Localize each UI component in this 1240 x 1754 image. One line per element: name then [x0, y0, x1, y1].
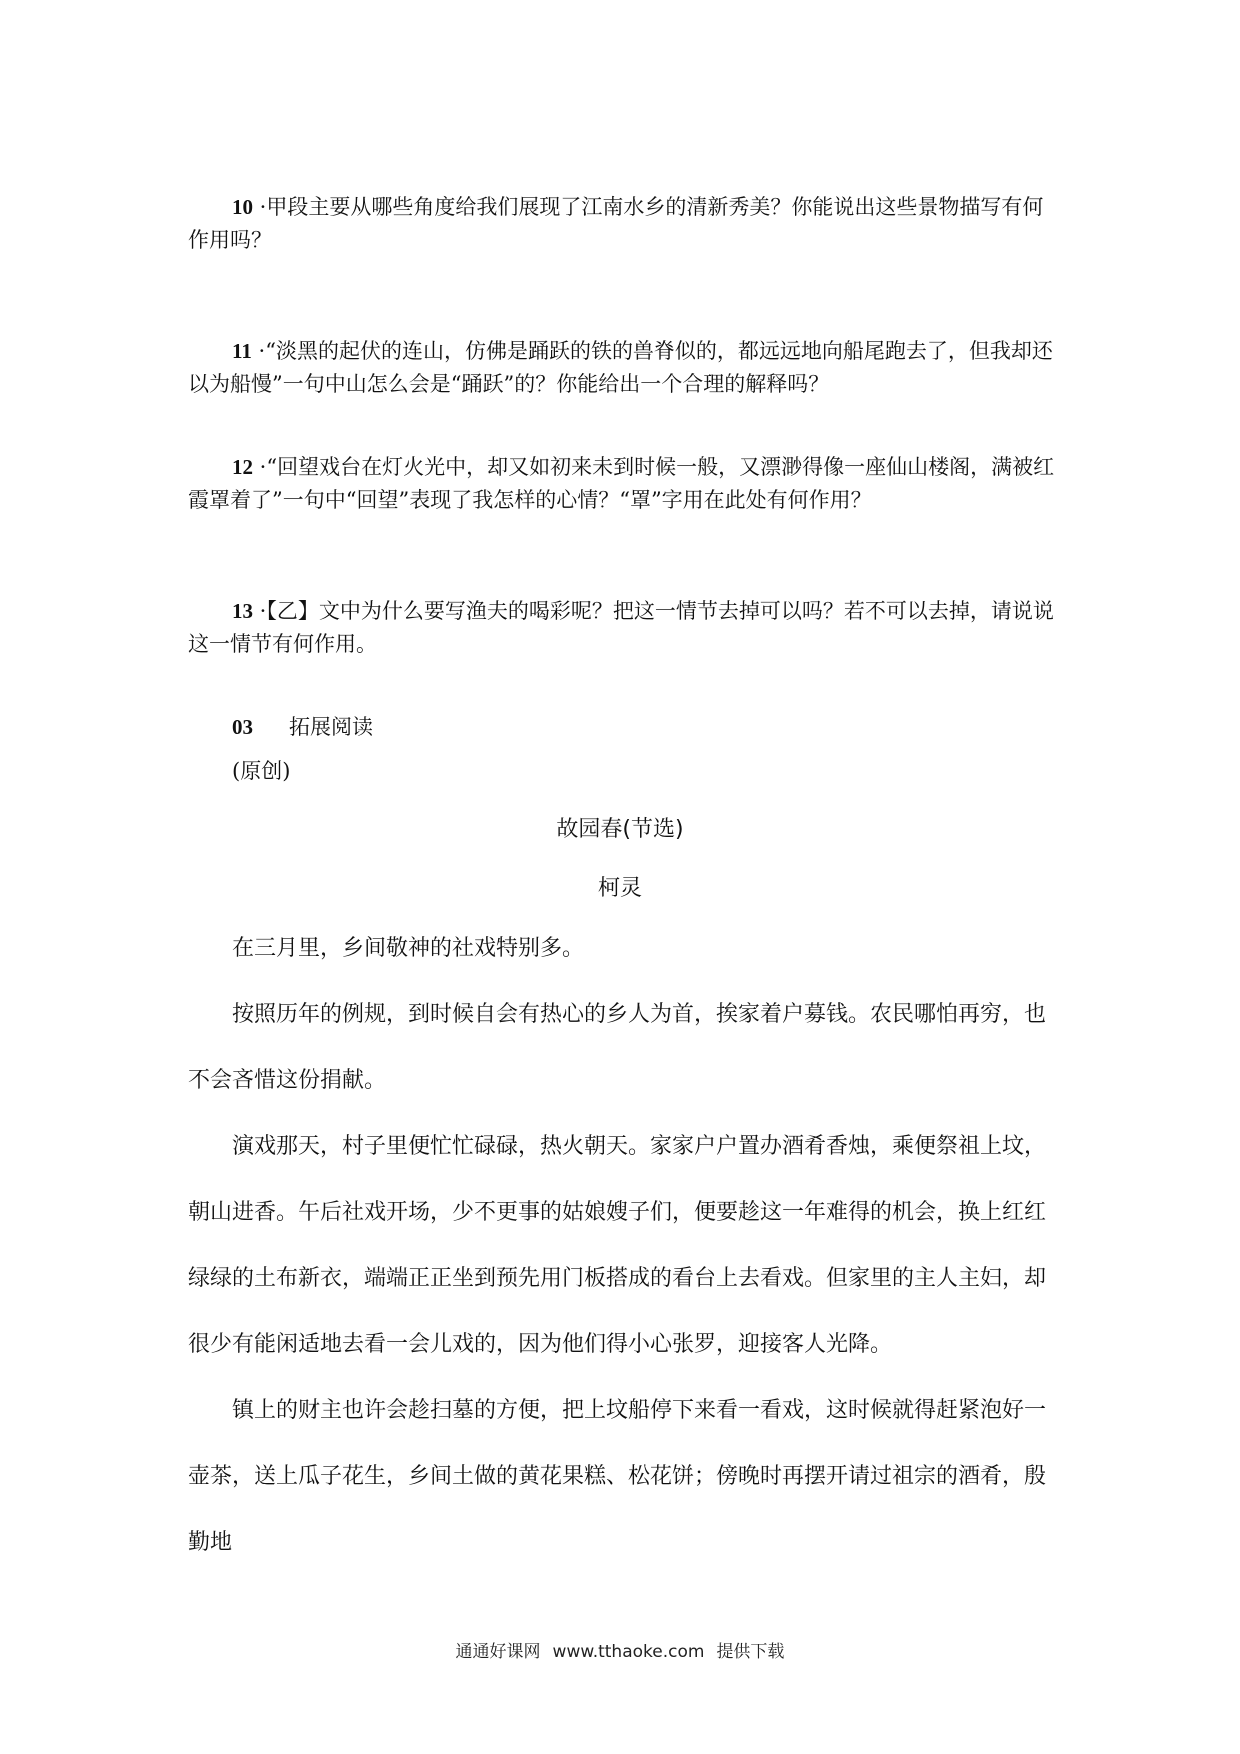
section-title: 拓展阅读	[289, 715, 373, 739]
article-paragraph: 按照历年的例规，到时候自会有热心的乡人为首，挨家着户募钱。农民哪怕再穷，也不会吝惜这份捐献。	[188, 1002, 1047, 1093]
question-text: 【乙】文中为什么要写渔夫的喝彩呢？把这一情节去掉可以吗？若不可以去掉，请说说这一情节有何作用。	[188, 599, 1054, 656]
page-footer	[0, 1640, 1240, 1664]
article-paragraph: 在三月里，乡间敬神的社戏特别多。	[232, 936, 585, 961]
question-11	[188, 335, 1058, 401]
question-10	[188, 191, 1058, 257]
footer-url[interactable]: www.tthaoke.com	[552, 1642, 705, 1662]
question-12	[188, 451, 1058, 517]
question-text: “回望戏台在灯火光中，却又如初来未到时候一般，又漂渺得像一座仙山楼阁，满被红霞罩着了”一句中“回望”表现了我怎样的心情？“罩”字用在此处有何作用？	[188, 455, 1055, 512]
question-separator: ·	[253, 599, 267, 623]
question-separator: ·	[251, 339, 266, 363]
article-body	[188, 916, 1058, 1576]
article-title: 故园春(节选)	[556, 817, 684, 842]
question-13	[188, 595, 1058, 661]
section-heading	[232, 712, 373, 742]
article-paragraph: 镇上的财主也许会趁扫墓的方便，把上坟船停下来看一看戏，这时候就得赶紧泡好一壶茶，送上瓜子花生，乡间土做的黄花果糕、松花饼；傍晚时再摆开请过祖宗的酒肴，殷勤地	[188, 1398, 1047, 1555]
question-number: 12	[232, 455, 253, 479]
footer-site-name: 通通好课网	[455, 1642, 541, 1662]
question-separator: ·	[253, 195, 267, 219]
question-number: 10	[232, 195, 253, 219]
question-number: 11	[232, 339, 252, 363]
section-note: (原创)	[232, 759, 291, 783]
footer-tail: 提供下载	[716, 1642, 785, 1662]
question-separator: ·	[253, 455, 267, 479]
article-paragraph: 演戏那天，村子里便忙忙碌碌，热火朝天。家家户户置办酒肴香烛，乘便祭祖上坟，朝山进香。午后社戏开场，少不更事的姑娘嫂子们，便要趁这一年难得的机会，换上红红绿绿的土布新衣，端端正正坐到预先用门板搭成的看台上去看戏。但家里的主人主妇，却很少有能闲适地去看一会儿戏的，因为他们得小心张罗，迎接客人光降。	[188, 1134, 1047, 1357]
question-text: “淡黑的起伏的连山，仿佛是踊跃的铁的兽脊似的，都远远地向船尾跑去了，但我却还以为船慢”一句中山怎么会是“踊跃”的？你能给出一个合理的解释吗？	[188, 339, 1053, 396]
section-number: 03	[232, 715, 253, 739]
article-author: 柯灵	[597, 876, 642, 901]
question-number: 13	[232, 599, 253, 623]
question-text: 甲段主要从哪些角度给我们展现了江南水乡的清新秀美？你能说出这些景物描写有何作用吗？	[188, 195, 1044, 252]
